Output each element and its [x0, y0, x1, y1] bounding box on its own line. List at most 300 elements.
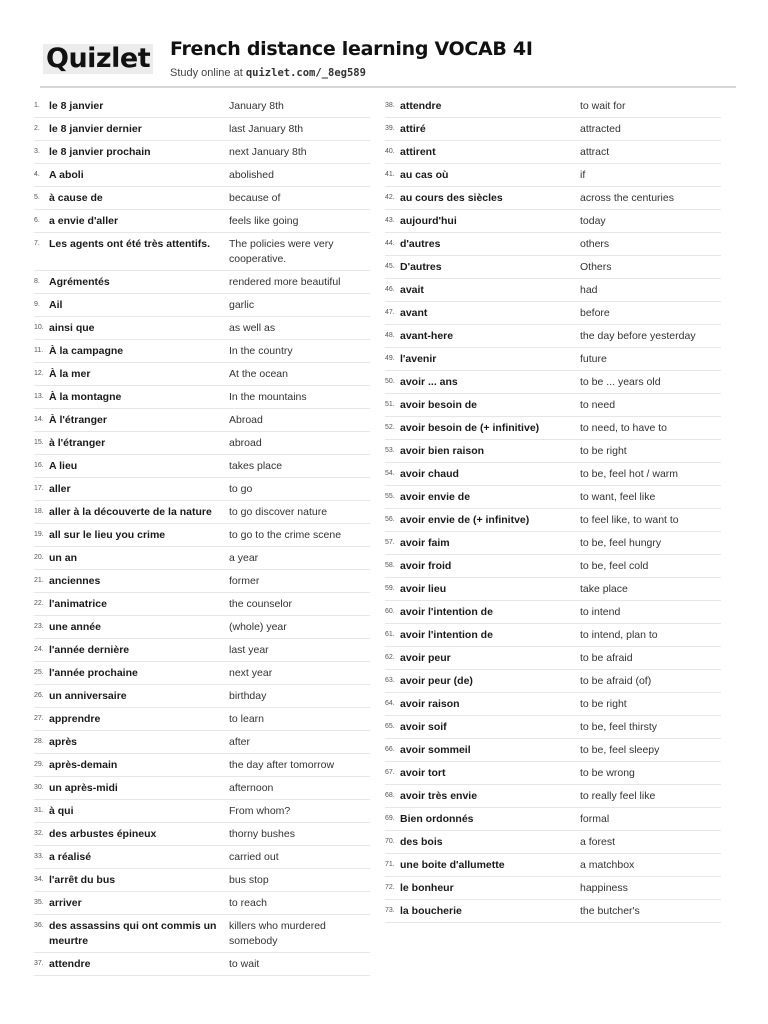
vocab-number: 5.	[34, 193, 40, 201]
vocab-definition: to be wrong	[580, 766, 635, 779]
vocab-row	[385, 578, 721, 601]
vocab-term: l'avenir	[400, 352, 437, 365]
vocab-row	[34, 340, 370, 363]
page-title: French distance learning VOCAB 4I	[170, 38, 533, 60]
vocab-definition: carried out	[229, 850, 279, 863]
vocab-definition: to go	[229, 482, 253, 495]
vocab-term: une boite d'allumette	[400, 858, 505, 871]
vocab-number: 48.	[385, 331, 395, 339]
vocab-number: 66.	[385, 745, 395, 753]
vocab-definition: before	[580, 306, 610, 319]
vocab-term: après-demain	[49, 758, 118, 771]
vocab-row	[34, 547, 370, 570]
vocab-number: 61.	[385, 630, 395, 638]
vocab-row	[385, 233, 721, 256]
vocab-number: 67.	[385, 768, 395, 776]
vocab-number: 7.	[34, 239, 40, 247]
vocab-term: le 8 janvier dernier	[49, 122, 142, 135]
vocab-number: 32.	[34, 829, 44, 837]
vocab-term: arriver	[49, 896, 82, 909]
vocab-number: 62.	[385, 653, 395, 661]
vocab-number: 29.	[34, 760, 44, 768]
vocab-definition: had	[580, 283, 598, 296]
vocab-term: À la montagne	[49, 390, 122, 403]
vocab-term: apprendre	[49, 712, 101, 725]
vocab-number: 24.	[34, 645, 44, 653]
vocab-term: attendre	[400, 99, 442, 112]
vocab-term: la boucherie	[400, 904, 462, 917]
vocab-number: 13.	[34, 392, 44, 400]
vocab-number: 43.	[385, 216, 395, 224]
vocab-row	[385, 210, 721, 233]
vocab-row	[34, 478, 370, 501]
vocab-definition: attracted	[580, 122, 621, 135]
vocab-term: l'arrêt du bus	[49, 873, 116, 886]
vocab-definition: to be afraid (of)	[580, 674, 652, 687]
vocab-number: 15.	[34, 438, 44, 446]
vocab-definition: because of	[229, 191, 281, 204]
vocab-number: 35.	[34, 898, 44, 906]
vocab-definition: At the ocean	[229, 367, 288, 380]
vocab-definition: to be afraid	[580, 651, 633, 664]
vocab-row	[385, 555, 721, 578]
vocab-definition: (whole) year	[229, 620, 287, 633]
vocab-number: 69.	[385, 814, 395, 822]
vocab-term: attirent	[400, 145, 436, 158]
vocab-row	[34, 363, 370, 386]
vocab-number: 54.	[385, 469, 395, 477]
vocab-term: Bien ordonnés	[400, 812, 474, 825]
vocab-row	[385, 417, 721, 440]
vocab-number: 49.	[385, 354, 395, 362]
vocab-number: 22.	[34, 599, 44, 607]
vocab-row	[34, 141, 370, 164]
vocab-row	[34, 754, 370, 777]
vocab-term: avoir peur (de)	[400, 674, 473, 687]
vocab-term: le 8 janvier	[49, 99, 104, 112]
vocab-number: 41.	[385, 170, 395, 178]
vocab-definition: a matchbox	[580, 858, 635, 871]
vocab-row	[385, 762, 721, 785]
vocab-definition: take place	[580, 582, 628, 595]
vocab-number: 3.	[34, 147, 40, 155]
vocab-row	[34, 593, 370, 616]
vocab-row	[385, 670, 721, 693]
vocab-term: avoir lieu	[400, 582, 447, 595]
vocab-number: 39.	[385, 124, 395, 132]
vocab-row	[34, 386, 370, 409]
vocab-definition: The policies were very cooperative.	[229, 237, 334, 265]
vocab-definition: to feel like, to want to	[580, 513, 679, 526]
vocab-number: 14.	[34, 415, 44, 423]
vocab-term: avoir chaud	[400, 467, 459, 480]
vocab-number: 2.	[34, 124, 40, 132]
page-subtitle	[170, 67, 366, 79]
vocab-term: À l'étranger	[49, 413, 107, 426]
vocab-term: à cause de	[49, 191, 103, 204]
vocab-definition: to go to the crime scene	[229, 528, 342, 541]
vocab-term: attiré	[400, 122, 426, 135]
vocab-row	[385, 601, 721, 624]
vocab-row	[34, 409, 370, 432]
vocab-definition: if	[580, 168, 586, 181]
vocab-term: avant-here	[400, 329, 454, 342]
vocab-term: ainsi que	[49, 321, 95, 334]
vocab-number: 8.	[34, 277, 40, 285]
vocab-number: 37.	[34, 959, 44, 967]
vocab-number: 73.	[385, 906, 395, 914]
vocab-row	[34, 294, 370, 317]
vocab-definition: to be ... years old	[580, 375, 661, 388]
vocab-term: aujourd'hui	[400, 214, 457, 227]
vocab-row	[34, 892, 370, 915]
vocab-row	[34, 953, 370, 976]
vocab-row	[385, 716, 721, 739]
vocab-definition: a forest	[580, 835, 616, 848]
vocab-number: 42.	[385, 193, 395, 201]
vocab-term: des assassins qui ont commis un meurtre	[49, 919, 217, 947]
vocab-definition: to be, feel cold	[580, 559, 649, 572]
vocab-number: 26.	[34, 691, 44, 699]
vocab-number: 47.	[385, 308, 395, 316]
vocab-term: avant	[400, 306, 428, 319]
vocab-definition: to go discover nature	[229, 505, 328, 518]
vocab-term: avoir tort	[400, 766, 446, 779]
vocab-term: À la mer	[49, 367, 91, 380]
vocab-definition: next year	[229, 666, 273, 679]
vocab-row	[34, 524, 370, 547]
vocab-number: 31.	[34, 806, 44, 814]
vocab-number: 68.	[385, 791, 395, 799]
vocab-term: Ail	[49, 298, 63, 311]
vocab-row	[34, 455, 370, 478]
vocab-row	[385, 302, 721, 325]
vocab-term: avoir froid	[400, 559, 452, 572]
vocab-number: 12.	[34, 369, 44, 377]
vocab-list-left	[34, 95, 370, 976]
vocab-definition: others	[580, 237, 610, 250]
vocab-definition: afternoon	[229, 781, 274, 794]
vocab-row	[385, 95, 721, 118]
vocab-number: 46.	[385, 285, 395, 293]
vocab-definition: bus stop	[229, 873, 269, 886]
vocab-row	[34, 685, 370, 708]
vocab-row	[385, 440, 721, 463]
vocab-definition: abolished	[229, 168, 274, 181]
vocab-definition: to be, feel thirsty	[580, 720, 658, 733]
vocab-number: 72.	[385, 883, 395, 891]
vocab-row	[34, 501, 370, 524]
vocab-definition: garlic	[229, 298, 255, 311]
page-header	[40, 36, 736, 88]
vocab-number: 20.	[34, 553, 44, 561]
vocab-term: aller à la découverte de la nature	[49, 505, 212, 518]
vocab-term: aller	[49, 482, 71, 495]
vocab-row	[385, 693, 721, 716]
vocab-definition: a year	[229, 551, 259, 564]
vocab-term: avoir sommeil	[400, 743, 471, 756]
vocab-term: a envie d'aller	[49, 214, 119, 227]
vocab-row	[34, 187, 370, 210]
vocab-term: avoir envie de (+ infinitve)	[400, 513, 530, 526]
vocab-term: all sur le lieu you crime	[49, 528, 166, 541]
vocab-term: avoir raison	[400, 697, 460, 710]
vocab-definition: to reach	[229, 896, 267, 909]
vocab-list-right	[385, 95, 721, 923]
vocab-definition: to wait for	[580, 99, 626, 112]
vocab-term: Agrémentés	[49, 275, 110, 288]
vocab-definition: birthday	[229, 689, 267, 702]
vocab-number: 23.	[34, 622, 44, 630]
vocab-term: avoir ... ans	[400, 375, 458, 388]
vocab-definition: as well as	[229, 321, 276, 334]
vocab-term: au cas où	[400, 168, 449, 181]
vocab-definition: next January 8th	[229, 145, 307, 158]
vocab-row	[385, 739, 721, 762]
vocab-term: anciennes	[49, 574, 101, 587]
vocab-definition: attract	[580, 145, 610, 158]
vocab-term: avoir l'intention de	[400, 628, 493, 641]
vocab-row	[385, 187, 721, 210]
vocab-term: une année	[49, 620, 101, 633]
vocab-row	[34, 731, 370, 754]
vocab-term: avoir bien raison	[400, 444, 485, 457]
vocab-definition: formal	[580, 812, 610, 825]
vocab-row	[385, 118, 721, 141]
vocab-definition: takes place	[229, 459, 283, 472]
vocab-number: 52.	[385, 423, 395, 431]
vocab-term: avait	[400, 283, 424, 296]
vocab-definition: future	[580, 352, 607, 365]
vocab-number: 28.	[34, 737, 44, 745]
vocab-number: 6.	[34, 216, 40, 224]
vocab-number: 55.	[385, 492, 395, 500]
vocab-term: l'année dernière	[49, 643, 130, 656]
vocab-row	[34, 708, 370, 731]
vocab-row	[34, 777, 370, 800]
vocab-row	[34, 915, 370, 953]
vocab-term: des arbustes épineux	[49, 827, 157, 840]
vocab-definition: today	[580, 214, 606, 227]
vocab-number: 40.	[385, 147, 395, 155]
vocab-term: Les agents ont été très attentifs.	[49, 237, 211, 250]
vocab-row	[34, 616, 370, 639]
vocab-number: 65.	[385, 722, 395, 730]
vocab-definition: the day after tomorrow	[229, 758, 335, 771]
vocab-row	[34, 846, 370, 869]
vocab-row	[34, 317, 370, 340]
quizlet-logo: Quizlet	[43, 44, 153, 74]
vocab-term: après	[49, 735, 78, 748]
vocab-definition: last January 8th	[229, 122, 304, 135]
vocab-row	[34, 662, 370, 685]
vocab-definition: to intend	[580, 605, 621, 618]
vocab-number: 45.	[385, 262, 395, 270]
vocab-definition: to learn	[229, 712, 265, 725]
vocab-definition: to be, feel hot / warm	[580, 467, 679, 480]
vocab-term: l'année prochaine	[49, 666, 138, 679]
vocab-row	[385, 463, 721, 486]
vocab-number: 71.	[385, 860, 395, 868]
vocab-term: D'autres	[400, 260, 442, 273]
vocab-row	[34, 164, 370, 187]
vocab-definition: to be right	[580, 697, 627, 710]
vocab-term: avoir peur	[400, 651, 451, 664]
vocab-row	[385, 256, 721, 279]
vocab-definition: the counselor	[229, 597, 293, 610]
vocab-definition: abroad	[229, 436, 262, 449]
vocab-number: 64.	[385, 699, 395, 707]
subtitle-prefix: Study online at	[170, 67, 246, 79]
vocab-term: un après-midi	[49, 781, 118, 794]
vocab-term: le 8 janvier prochain	[49, 145, 151, 158]
vocab-term: avoir besoin de	[400, 398, 478, 411]
vocab-definition: Others	[580, 260, 612, 273]
vocab-number: 33.	[34, 852, 44, 860]
vocab-term: à qui	[49, 804, 74, 817]
vocab-number: 36.	[34, 921, 44, 929]
vocab-number: 70.	[385, 837, 395, 845]
vocab-row	[385, 831, 721, 854]
vocab-row	[385, 509, 721, 532]
vocab-definition: to be right	[580, 444, 627, 457]
vocab-term: A lieu	[49, 459, 78, 472]
vocab-number: 59.	[385, 584, 395, 592]
vocab-row	[34, 432, 370, 455]
vocab-term: A aboli	[49, 168, 84, 181]
vocab-number: 1.	[34, 101, 40, 109]
vocab-number: 25.	[34, 668, 44, 676]
vocab-term: au cours des siècles	[400, 191, 503, 204]
vocab-number: 21.	[34, 576, 44, 584]
vocab-term: à l'étranger	[49, 436, 106, 449]
vocab-row	[34, 800, 370, 823]
vocab-row	[34, 869, 370, 892]
vocab-definition: to be, feel hungry	[580, 536, 662, 549]
vocab-definition: to really feel like	[580, 789, 656, 802]
vocab-row	[385, 371, 721, 394]
vocab-definition: to be, feel sleepy	[580, 743, 660, 756]
vocab-number: 18.	[34, 507, 44, 515]
vocab-row	[385, 854, 721, 877]
vocab-number: 38.	[385, 101, 395, 109]
vocab-definition: to want, feel like	[580, 490, 656, 503]
vocab-number: 51.	[385, 400, 395, 408]
vocab-row	[385, 141, 721, 164]
vocab-term: avoir envie de	[400, 490, 471, 503]
vocab-definition: across the centuries	[580, 191, 674, 204]
vocab-term: avoir l'intention de	[400, 605, 493, 618]
vocab-term: avoir très envie	[400, 789, 478, 802]
vocab-definition: to need, to have to	[580, 421, 667, 434]
vocab-term: le bonheur	[400, 881, 454, 894]
vocab-row	[34, 95, 370, 118]
vocab-term: des bois	[400, 835, 443, 848]
vocab-term: avoir besoin de (+ infinitive)	[400, 421, 540, 434]
vocab-definition: former	[229, 574, 260, 587]
vocab-definition: to wait	[229, 957, 260, 970]
vocab-row	[385, 647, 721, 670]
vocab-number: 50.	[385, 377, 395, 385]
vocab-definition: In the country	[229, 344, 293, 357]
vocab-row	[385, 164, 721, 187]
vocab-row	[34, 210, 370, 233]
vocab-row	[385, 785, 721, 808]
vocab-number: 16.	[34, 461, 44, 469]
vocab-row	[385, 808, 721, 831]
vocab-row	[385, 348, 721, 371]
vocab-number: 58.	[385, 561, 395, 569]
vocab-row	[385, 877, 721, 900]
vocab-row	[34, 823, 370, 846]
vocab-number: 11.	[34, 346, 44, 354]
vocab-definition: rendered more beautiful	[229, 275, 341, 288]
vocab-definition: feels like going	[229, 214, 299, 227]
vocab-term: un an	[49, 551, 77, 564]
vocab-row	[385, 279, 721, 302]
vocab-definition: happiness	[580, 881, 628, 894]
vocab-row	[34, 271, 370, 294]
vocab-row	[385, 486, 721, 509]
vocab-number: 30.	[34, 783, 44, 791]
vocab-definition: last year	[229, 643, 269, 656]
vocab-row	[34, 570, 370, 593]
vocab-definition: to need	[580, 398, 616, 411]
vocab-row	[34, 233, 370, 271]
vocab-number: 56.	[385, 515, 395, 523]
vocab-number: 57.	[385, 538, 395, 546]
vocab-row	[34, 639, 370, 662]
vocab-number: 4.	[34, 170, 40, 178]
vocab-definition: after	[229, 735, 251, 748]
vocab-number: 17.	[34, 484, 44, 492]
vocab-row	[385, 325, 721, 348]
vocab-row	[385, 624, 721, 647]
vocab-number: 63.	[385, 676, 395, 684]
vocab-number: 34.	[34, 875, 44, 883]
vocab-definition: January 8th	[229, 99, 284, 112]
vocab-definition: killers who murdered somebody	[229, 919, 326, 947]
vocab-definition: In the mountains	[229, 390, 307, 403]
vocab-number: 10.	[34, 323, 44, 331]
vocab-definition: thorny bushes	[229, 827, 295, 840]
vocab-definition: to intend, plan to	[580, 628, 658, 641]
vocab-definition: the day before yesterday	[580, 329, 696, 342]
vocab-term: d'autres	[400, 237, 441, 250]
vocab-number: 53.	[385, 446, 395, 454]
vocab-definition: Abroad	[229, 413, 263, 426]
vocab-number: 60.	[385, 607, 395, 615]
vocab-number: 44.	[385, 239, 395, 247]
vocab-term: un anniversaire	[49, 689, 127, 702]
vocab-row	[385, 532, 721, 555]
vocab-term: l'animatrice	[49, 597, 107, 610]
vocab-term: avoir soif	[400, 720, 447, 733]
vocab-term: À la campagne	[49, 344, 124, 357]
vocab-definition: the butcher's	[580, 904, 640, 917]
vocab-row	[385, 900, 721, 923]
vocab-term: a réalisé	[49, 850, 92, 863]
vocab-number: 9.	[34, 300, 40, 308]
vocab-term: avoir faim	[400, 536, 450, 549]
vocab-number: 19.	[34, 530, 44, 538]
vocab-definition: From whom?	[229, 804, 291, 817]
study-link[interactable]: quizlet.com/_8eg589	[245, 67, 366, 79]
vocab-number: 27.	[34, 714, 44, 722]
vocab-row	[385, 394, 721, 417]
vocab-term: attendre	[49, 957, 91, 970]
vocab-row	[34, 118, 370, 141]
